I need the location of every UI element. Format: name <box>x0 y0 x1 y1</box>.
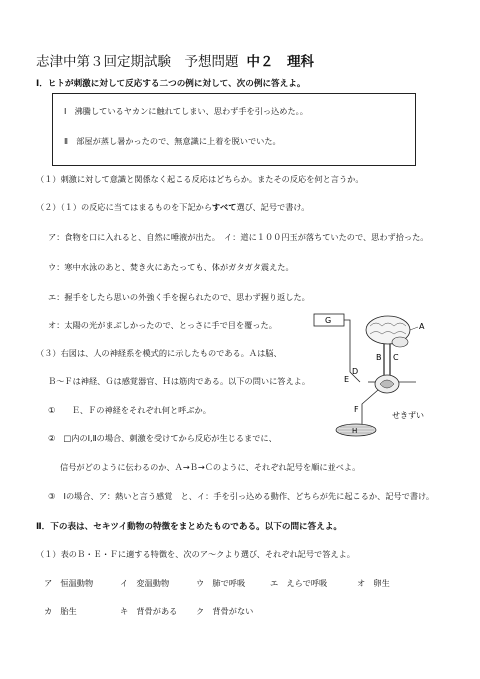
question-3-2a: ② □内のⅠ,Ⅱの場合、刺激を受けてから反応が生じるまでに、 <box>48 433 277 443</box>
title-main: 志津中第３回定期試験 予想問題 <box>36 54 239 70</box>
nervous-system-figure <box>312 312 440 440</box>
label-h: H <box>352 427 358 435</box>
examples-box <box>52 93 416 166</box>
title-grade-subject: 中２ 理科 <box>246 54 314 70</box>
choice-i: イ 変温動物 <box>120 578 170 588</box>
choice-ki: キ 背骨がある <box>120 606 178 616</box>
label-c: C <box>393 353 399 362</box>
section2-heading: Ⅱ．下の表は、セキツイ動物の特徴をまとめたものである。以下の問に答えよ。 <box>36 522 343 532</box>
question-3-line2: Ｂ～Ｆは神経、Ｇは感覚器官、Ｈは筋肉である。以下の問いに答えよ。 <box>48 376 311 386</box>
section2-question-1: （１）表のＢ・Ｅ・Ｆに適する特徴を、次のア～クより選び、それぞれ記号で答えよ。 <box>36 549 355 559</box>
question-3-3: ③ Ⅰの場合、ア：熱いと言う感覚 と、イ：手を引っ込める動作、どちらが先に起こるか、記号で書け。 <box>48 491 435 501</box>
question-1: （１）刺激に対して意識と関係なく起こる反応はどちらか。またその反応を何と言うか。 <box>36 174 364 184</box>
caption-spinal-cord: せきずい <box>392 411 424 420</box>
question-3-line1: （３）右図は、人の神経系を模式的に示したものである。Ａは脳、 <box>36 348 282 358</box>
option-a-i: ア：食物を口に入れると、自然に唾液が出た。 イ：道に１００円玉が落ちていたので、思わず拾った。 <box>48 232 429 242</box>
nerve-line-f <box>362 390 378 424</box>
question-3-2b: 信号がどのように伝わるのか、Ａ→Ｂ→Ｃのように、それぞれ記号を順に並べよ。 <box>60 462 361 472</box>
choice-ka: カ 胎生 <box>44 606 77 616</box>
option-o: オ：太陽の光がまぶしかったので、とっさに手で目を覆った。 <box>48 320 277 330</box>
label-d: D <box>352 367 359 376</box>
choice-e: エ えらで呼吸 <box>270 578 328 588</box>
label-e: E <box>344 375 350 384</box>
label-g: G <box>325 316 332 325</box>
question-3-1: ① Ｅ、Ｆの神経をそれぞれ何と呼ぶか。 <box>48 405 211 415</box>
example-1: Ⅰ 沸騰しているヤカンに触れてしまい、思わず手を引っ込めた。。 <box>64 106 308 116</box>
option-u: ウ：寒中水泳のあと、焚き火にあたっても、体がガタガタ震えた。 <box>48 262 294 272</box>
choice-o: オ 卵生 <box>357 578 390 588</box>
choice-ku: ク 背骨がない <box>196 606 254 616</box>
cerebellum-shape <box>392 337 408 347</box>
label-b: B <box>376 353 382 362</box>
label-f: F <box>354 405 359 414</box>
page-title <box>36 50 314 70</box>
section1-heading: Ⅰ．ヒトが刺激に対して反応する二つの例に対して、次の例に答えよ。 <box>36 79 306 89</box>
choice-u: ウ 肺で呼吸 <box>196 578 246 588</box>
question-2: （２）（１）の反応に当てはまるものを下記からすべて選び、記号で書け。 <box>36 202 310 212</box>
label-a: A <box>419 322 425 331</box>
option-e: エ：握手をしたら思いの外強く手を握られたので、思わず握り返した。 <box>48 292 310 302</box>
example-2: Ⅱ 部屋が蒸し暑かったので、無意識に上着を脱いでいた。 <box>64 136 281 146</box>
choice-a: ア 恒温動物 <box>44 578 94 588</box>
